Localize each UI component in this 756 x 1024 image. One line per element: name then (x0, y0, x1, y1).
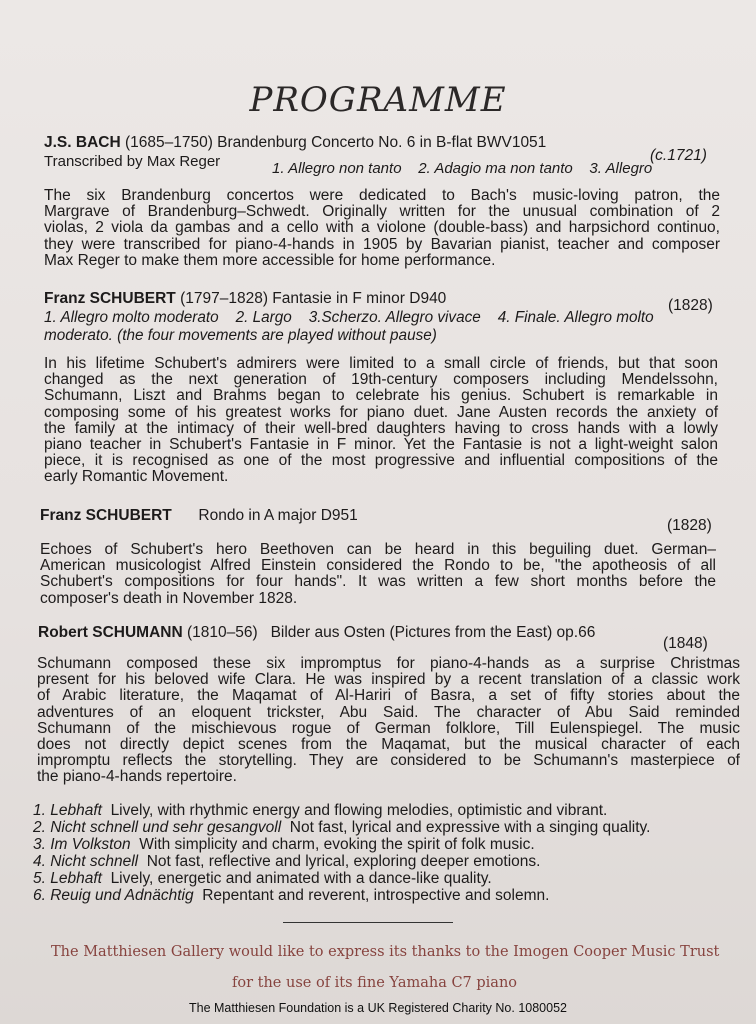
paragraph-line: early Romantic Movement. (44, 468, 229, 486)
bach-composer: J.S. BACH (44, 134, 121, 151)
bach-work: (1685–1750) Brandenburg Concerto No. 6 in B-flat BWV1051 (120, 134, 547, 151)
paragraph-line: changed as the next generation of 19th-century composers including Mendelssohn, (44, 371, 718, 389)
bach-transcribed: Transcribed by Max Reger (44, 153, 221, 170)
paragraph-line: Margrave of Brandenburg–Schwedt. Originally written for the unusual combination of 2 (44, 203, 720, 221)
paragraph-line: composing some of his greatest works for piano duet. Jane Austen records the anxiety of (44, 403, 718, 421)
paragraph-line: Schumann composed these six impromptus for piano-4-hands as a surprise Christmas (37, 655, 740, 672)
movement-title: 3. Im Volkston (33, 836, 131, 853)
schumann-composer: Robert SCHUMANN (38, 624, 183, 641)
bach-heading (44, 134, 546, 152)
paragraph-line: they were transcribed for piano-4-hands in 1905 by Bavarian pianist, teacher and composer (44, 235, 720, 253)
movement-item (33, 837, 535, 854)
paragraph-line: Schumann, Liszt and Brahms began to celebrate his genius. Schubert is remarkable in (44, 387, 718, 405)
paragraph-line: piano teacher in Schubert's Fantasie in F minor. Yet the Fantasie is not a light-weight salon (44, 436, 718, 454)
movement-description: Not fast, reflective and lyrical, exploring deeper emotions. (138, 853, 541, 870)
movement-description: Not fast, lyrical and expressive with a singing quality. (281, 819, 651, 836)
schubert2-composer: Franz SCHUBERT (40, 507, 172, 524)
schubert1-movements-1: 1. Allegro molto moderato 2. Largo 3.Scherzo. Allegro vivace 4. Finale. Allegro molto (44, 309, 654, 326)
movement-title: 5. Lebhaft (33, 870, 102, 887)
movement-item (33, 854, 540, 871)
schumann-year: (1848) (663, 635, 708, 652)
paragraph-line: the piano-4-hands repertoire. (37, 768, 237, 786)
movement-title: 2. Nicht schnell und sehr gesangvoll (33, 819, 282, 836)
thanks-line-1: The Matthiesen Gallery would like to express its thanks to the Imogen Cooper Music Trust (51, 944, 720, 960)
bach-movements: 1. Allegro non tanto 2. Adagio ma non tanto 3. Allegro (272, 160, 653, 177)
schubert1-movements-2: moderato. (the four movements are played without pause) (44, 327, 437, 344)
movement-item (33, 888, 549, 905)
schubert1-heading (44, 290, 446, 308)
movement-description: With simplicity and charm, evoking the spirit of folk music. (130, 836, 535, 853)
paragraph-line: the family at the intimacy of their well-bred daughters having to cross hands with a lowly (44, 419, 718, 437)
section-divider (283, 922, 453, 923)
schumann-heading (38, 624, 595, 642)
paragraph-line: In his lifetime Schubert's admirers were limited to a small circle of friends, but that soon (44, 355, 718, 372)
schubert1-description (44, 356, 718, 486)
movement-item (33, 803, 607, 820)
paragraph-line: Schubert's compositions for four hands". It was written a few short months before the (40, 573, 716, 591)
paragraph-line: American musicologist Alfred Einstein considered the Rondo to be, "the apotheosis of all (40, 557, 716, 575)
paragraph-line: violas, 2 viola da gambas and a cello with a violone (double-bass) and harpsichord continuo, (44, 219, 720, 237)
movement-title: 4. Nicht schnell (33, 853, 139, 870)
paragraph-line: piece, it is recognised as one of the most progressive and influential compositions of the (44, 452, 718, 470)
paragraph-line: present for his beloved wife Clara. He was inspired by a recent translation of a classic work (37, 671, 740, 689)
bach-description (44, 188, 720, 269)
movement-description: Lively, with rhythmic energy and flowing melodies, optimistic and vibrant. (101, 802, 608, 819)
programme-title: PROGRAMME (249, 80, 507, 120)
movement-description: Lively, energetic and animated with a dance-like quality. (101, 870, 492, 887)
schubert1-composer: Franz SCHUBERT (44, 290, 176, 307)
schubert2-description (40, 542, 716, 607)
paragraph-line: adventures of an eloquent trickster, Abu Said. The character of Abu Said reminded (37, 703, 740, 721)
schubert2-work: Rondo in A major D951 (198, 507, 358, 524)
schubert1-work: (1797–1828) Fantasie in F minor D940 (175, 290, 447, 307)
paragraph-line: impromptu reflects the storytelling. They are considered to be Schumann's masterpiece of (37, 752, 740, 770)
schubert1-year: (1828) (668, 297, 713, 314)
movement-item (33, 820, 650, 837)
thanks-line-2: for the use of its fine Yamaha C7 piano (232, 975, 518, 991)
paragraph-line: Max Reger to make them more accessible for home performance. (44, 251, 496, 269)
schubert2-year: (1828) (667, 517, 712, 534)
movement-description: Repentant and reverent, introspective and solemn. (193, 887, 550, 904)
schumann-work: (1810–56) Bilder aus Osten (Pictures from the East) op.66 (182, 624, 596, 641)
paragraph-line: composer's death in November 1828. (40, 589, 298, 607)
paragraph-line: does not directly depict scenes from the Maqamat, but the musical character of each (37, 736, 740, 754)
bach-year: (c.1721) (650, 147, 707, 164)
movement-title: 6. Reuig und Adnächtig (33, 887, 194, 904)
schumann-description (37, 656, 740, 786)
paragraph-line: Schumann of the mischievous rogue of German folklore, Till Eulenspiegel. The music (37, 719, 740, 737)
movement-title: 1. Lebhaft (33, 802, 102, 819)
paragraph-line: Echoes of Schubert's hero Beethoven can be heard in this beguiling duet. German– (40, 541, 716, 558)
paragraph-line: of Arabic literature, the Maqamat of Al-Hariri of Basra, a set of fifty stories about the (37, 687, 740, 705)
paragraph-line: The six Brandenburg concertos were dedicated to Bach's music-loving patron, the (44, 187, 720, 204)
movement-item (33, 871, 492, 888)
charity-notice: The Matthiesen Foundation is a UK Registered Charity No. 1080052 (189, 1001, 567, 1015)
schubert2-heading (40, 507, 358, 525)
